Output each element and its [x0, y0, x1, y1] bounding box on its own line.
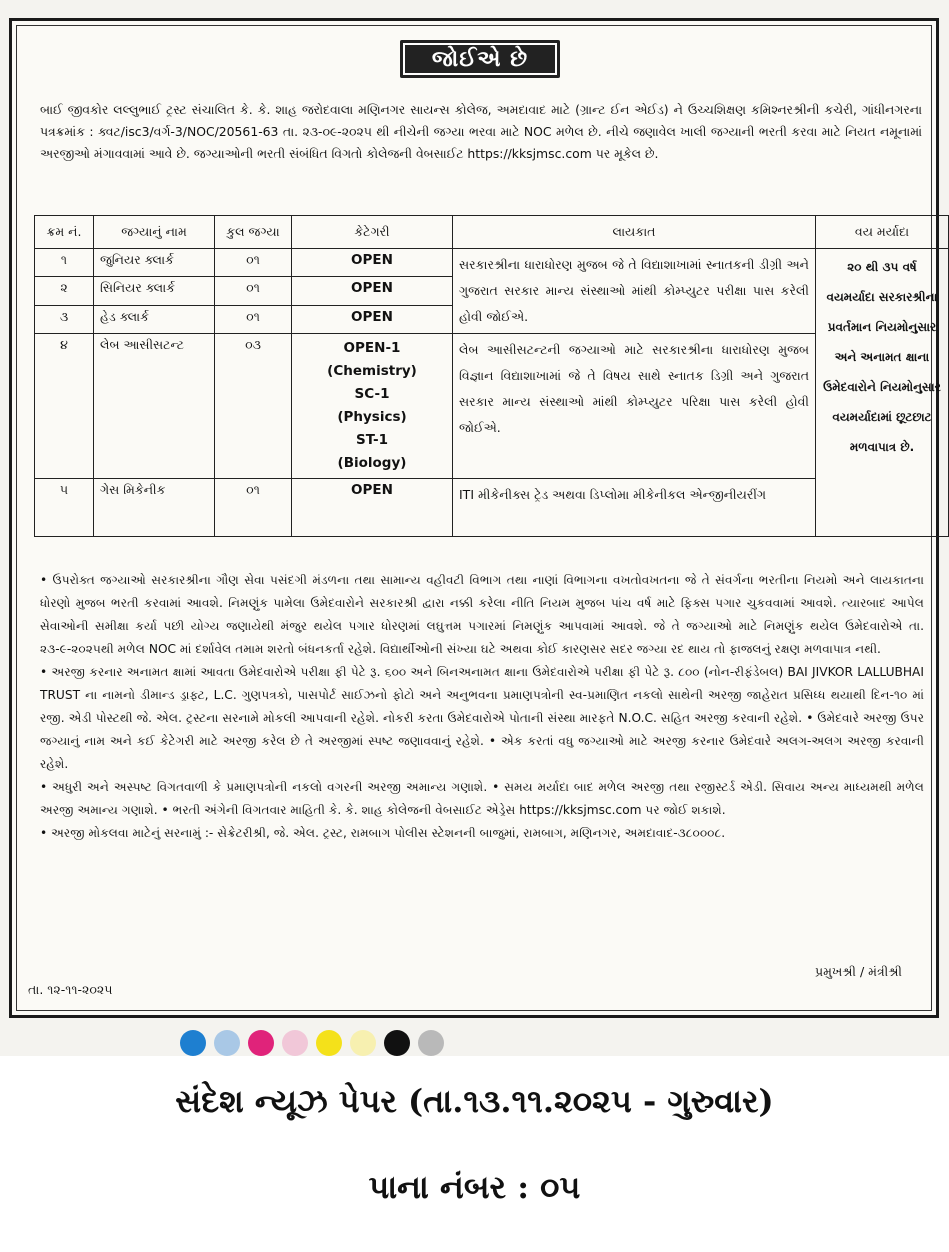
qualification-clerks [453, 249, 816, 334]
category-line: ST-1 [356, 432, 388, 448]
ad-heading: જોઈએ છે [400, 40, 560, 78]
row-name: લેબ આસીસટન્ટ [94, 334, 215, 479]
row-count: ૦૧ [215, 277, 292, 305]
row-name: ગેસ મિકેનીક [94, 479, 215, 537]
address-paragraph: • અરજી મોકલવા માટેનું સરનામું :- સેક્રેટરીશ્રી, જે. એલ. ટ્રસ્ટ, રામબાગ પોલીસ સ્ટેશનની બાજુમાં, રામબાગ, મણિનગર, અમદાવાદ-૩૮૦૦૦૮. [40, 826, 726, 840]
color-swatch [282, 1030, 308, 1056]
age-limit-text: ૨૦ થી ૩૫ વર્ષ વયમર્યાદા સરકારશ્રીના પ્રવર્તમાન નિયમોનુસાર અને અનામત ક્ષાના ઉમેદવારોને નિયમોનુસાર વયમર્યાદામાં છૂટછાટ મળવાપાત્ર છે. [823, 260, 941, 454]
color-swatch [316, 1030, 342, 1056]
row-no: ૪ [35, 334, 94, 479]
category-line: SC-1 [354, 386, 390, 402]
row-count: ૦૧ [215, 249, 292, 277]
color-swatch [418, 1030, 444, 1056]
age-limit [816, 249, 949, 537]
advertisement-frame [9, 18, 939, 1018]
row-category: OPEN [292, 277, 453, 305]
terms-section [40, 569, 924, 845]
print-color-swatches [180, 1030, 480, 1060]
header-name: જગ્યાનું નામ [94, 216, 215, 249]
caption-newspaper-date: સંદેશ ન્યૂઝ પેપર (તા.૧૩.૧૧.૨૦૨૫ - ગુરુવાર) [175, 1082, 774, 1120]
table-header-row [35, 216, 949, 249]
row-count: ૦૩ [215, 334, 292, 479]
row-no: ૧ [35, 249, 94, 277]
category-line: (Biology) [337, 455, 407, 471]
category-line: (Physics) [337, 409, 407, 425]
category-line: OPEN-1 [343, 340, 401, 356]
row-count: ૦૧ [215, 479, 292, 537]
qualification-gas [453, 479, 816, 537]
terms-paragraph: • અધુરી અને અસ્પષ્ટ વિગતવાળી કે પ્રમાણપત્રોની નકલો વગરની અરજી અમાન્ય ગણાશે. • સમય મર્યાદા બાદ મળેલ અરજી તથા રજીસ્ટર્ડ એડી. સિવાય અન્ય માધ્યમથી મળેલ અરજી અમાન્ય ગણાશે. • ભરતી અંગેની વિગતવાર માહિતી કે. કે. શાહ કોલેજની વેબસાઈટ એડ્રેસ https://kksjmsc.com પર જોઈ શકાશે. [40, 780, 924, 817]
row-category: OPEN [292, 249, 453, 277]
row-count: ૦૧ [215, 305, 292, 333]
header-count: કુલ જગ્યા [215, 216, 292, 249]
table-row [35, 249, 949, 277]
signatory: પ્રમુખશ્રી / મંત્રીશ્રી [815, 964, 902, 979]
color-swatch [214, 1030, 240, 1056]
terms-paragraph: • અરજી કરનાર અનામત ક્ષામાં આવતા ઉમેદવારોએ પરીક્ષા ફી પેટે રૂ. ૬૦૦ અને બિનઅનામત ક્ષાના ઉમેદવારોએ પરીક્ષા ફી પેટે રૂ. ૮૦૦ (નોન-રીફંડેબલ) BAI JIVKOR LALLUBHAI TRUST ના નામનો ડીમાન્ડ ડ્રાફ્ટ, L.C. ગુણપત્રકો, પાસપોર્ટ સાઈઝનો ફોટો અને અનુભવના પ્રમાણપત્રોની સ્વ-પ્રમાણિત નકલો સાથેની અરજી જાહેરાત પ્રસિધ્ધ થયાથી દિન-૧૦ માં રજી. એડી પોસ્ટથી જે. એલ. ટ્રસ્ટના સરનામે મોકલી આપવાની રહેશે. નોકરી કરતા ઉમેદવારોએ પોતાની સંસ્થા મારફતે N.O.C. સહિત અરજી કરવાની રહેશે. • ઉમેદવારે અરજી ઉપર જગ્યાનું નામ અને કઈ કેટેગરી માટે અરજી કરેલ છે તે અરજીમાં સ્પષ્ટ જણાવવાનું રહેશે. • એક કરતાં વધુ જગ્યાઓ માટે અરજી કરનાર ઉમેદવારે અલગ-અલગ અરજી કરવાની રહેશે. [40, 665, 924, 771]
color-swatch [248, 1030, 274, 1056]
row-no: ૨ [35, 277, 94, 305]
row-name: હેડ ક્લાર્ક [94, 305, 215, 333]
qualification-gas-text: ITI મીકેનીક્સ ટ્રેડ અથવા ડિપ્લોમા મીકેનીકલ એન્જીનીયરીંગ [459, 487, 767, 502]
row-category: OPEN [292, 305, 453, 333]
notice-date: તા. ૧૨-૧૧-૨૦૨૫ [28, 982, 113, 997]
terms-paragraph: • ઉપરોક્ત જગ્યાઓ સરકારશ્રીના ગૌણ સેવા પસંદગી મંડળના તથા સામાન્ય વહીવટી વિભાગ તથા નાણાં વિભાગના વખતોવખતના જે તે સંવર્ગના ભરતીના નિયમો અને લાયકાતના ધોરણો મુજબ ભરતી કરવામાં આવશે. નિમણુંક પામેલા ઉમેદવારોને સરકારશ્રી દ્વારા નક્કી કરેલા નીતિ નિયમ મુજબ પાંચ વર્ષ માટે ફિક્સ પગાર ચુકવવામાં આવશે. ત્યારબાદ આપેલ સેવાઓની સમીક્ષા કર્યા પછી યોગ્ય જણાયેથી મંજુર થયેલ પગાર ધોરણમાં લઘુત્તમ પગારમાં નિમણુંક આપવામાં આવશે. જે તે જગ્યાઓ માટે નિમણુંક થયેલ ઉમેદવારોએ તા. ૨૩-૯-૨૦૨૫થી મળેલ NOC માં દર્શાવેલ તમામ શરતો બંધનકર્તા રહેશે. વિદ્યાર્થીઓની સંખ્યા ઘટે અથવા કોઈ કારણસર સદર જગ્યા રદ થાય તો ફાજલનું રક્ષણ મળવાપાત્ર નથી. [40, 573, 924, 656]
row-name: જુનિયર ક્લાર્ક [94, 249, 215, 277]
row-name: સિનિયર ક્લાર્ક [94, 277, 215, 305]
row-no: ૩ [35, 305, 94, 333]
intro-paragraph: બાઈ જીવકોર લલ્લુભાઈ ટ્રસ્ટ સંચાલિત કે. કે. શાહ જરોદવાલા મણિનગર સાયન્સ કોલેજ, અમદાવાદ માટે (ગ્રાન્ટ ઈન એઈડ) ને ઉચ્ચશિક્ષણ કમિશ્નરશ્રીની કચેરી, ગાંધીનગરના પત્રક્રમાંક : ક્વટ/isc3/વર્ગ-3/NOC/20561-63 તા. ૨૩-૦૯-૨૦૨૫ થી નીચેની જગ્યા ભરવા માટે NOC મળેલ છે. નીચે જણાવેલ ખાલી જગ્યાની ભરતી કરવા માટે નિયત નમૂનામાં અરજીઓ મંગાવવામાં આવે છે. જગ્યાઓની ભરતી સંબંધિત વિગતો કોલેજની વેબસાઈટ https://kksjmsc.com પર મૂકેલ છે. [40, 102, 922, 161]
color-swatch [350, 1030, 376, 1056]
row-no: ૫ [35, 479, 94, 537]
vacancy-table [34, 215, 949, 537]
qualification-clerks-text: સરકારશ્રીના ધારાધોરણ મુજબ જે તે વિદ્યાશાખામાં સ્નાતકની ડીગ્રી અને ગુજરાત સરકાર માન્ય સંસ્થાઓ માંથી કોમ્પ્યુટર પરીક્ષા પાસ કરેલી હોવી જોઈએ. [459, 257, 809, 324]
color-swatch [180, 1030, 206, 1056]
header-age: વય મર્યાદા [816, 216, 949, 249]
row-category: OPEN [292, 479, 453, 537]
caption-page-number: પાના નંબર : ૦૫ [368, 1168, 581, 1206]
header-no: ક્રમ નં. [35, 216, 94, 249]
color-swatch [384, 1030, 410, 1056]
table-row [35, 479, 949, 537]
header-category: કેટેગરી [292, 216, 453, 249]
header-qualification: લાયકાત [453, 216, 816, 249]
qualification-lab-text: લેબ આસીસટન્ટની જગ્યાઓ માટે સરકારશ્રીના ધારાધોરણ મુજબ વિજ્ઞાન વિદ્યાશાખામાં જે તે વિષય સાથે સ્નાતક ડિગ્રી અને ગુજરાત સરકાર માન્ય સંસ્થાઓ માંથી કોમ્પ્યુટર પરિક્ષા પાસ કરેલી હોવી જોઈએ. [459, 342, 809, 435]
category-line: (Chemistry) [327, 363, 417, 379]
table-row [35, 334, 949, 479]
row-category-multi [292, 334, 453, 479]
qualification-lab [453, 334, 816, 479]
signoff [28, 964, 912, 1000]
